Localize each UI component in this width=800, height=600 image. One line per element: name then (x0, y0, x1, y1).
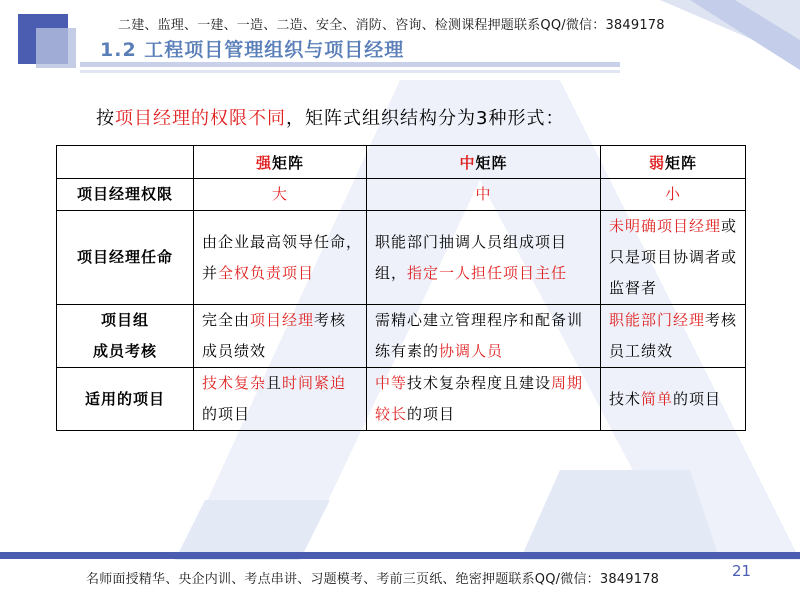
highlight-text: 职能部门经理 (609, 311, 706, 329)
cell-text: 由企业最高领导任命，并 (202, 232, 363, 282)
footer-promo-text: 名师面授精华、央企内训、考点串讲、习题模考、考前三页纸、绝密押题联系QQ/微信：3849178 (86, 572, 660, 587)
cell-text: 需精心建立管理程序和配备训练有素的 (375, 311, 584, 360)
highlight-text: 周期较长 (375, 374, 584, 423)
highlight-text: 项目经理 (250, 311, 315, 329)
table-cell (194, 179, 367, 211)
table-cell (601, 179, 746, 211)
cell-text: 技术复杂程度且建设 (407, 374, 552, 392)
cell-text: 技术 (609, 389, 642, 408)
row-member-assessment (57, 305, 746, 368)
row-header-line: 成员考核 (92, 342, 157, 360)
row-applicable-projects (57, 368, 746, 431)
table-cell (601, 305, 746, 368)
matrix-comparison-table (56, 145, 746, 431)
column-suffix: 矩阵 (665, 153, 698, 172)
cell-text: 考核员工绩效 (609, 311, 738, 360)
column-suffix: 矩阵 (272, 153, 305, 172)
subtitle-suffix: ，矩阵式组织结构分为3种形式： (286, 108, 565, 129)
cell-text: 的项目 (673, 389, 722, 408)
row-header: 项目经理权限 (57, 179, 194, 211)
table-cell (194, 305, 367, 368)
row-header-line: 项目组 (100, 311, 149, 329)
highlight-text: 时间紧迫 (282, 374, 347, 392)
column-suffix: 矩阵 (475, 153, 508, 172)
table-cell (601, 368, 746, 431)
cell-text: 且 (266, 374, 283, 392)
cell-text: 的项目 (202, 405, 251, 423)
footer-bar (0, 552, 800, 559)
cell-text: 完全由 (202, 311, 251, 329)
row-header: 项目经理任命 (57, 211, 194, 305)
slide-title: 1.2 工程项目管理组织与项目经理 (100, 39, 405, 61)
table-cell (194, 211, 367, 305)
highlight-text: 中 (475, 185, 492, 203)
column-header-medium (367, 146, 601, 179)
highlight-text: 协调人员 (439, 342, 504, 360)
table-cell (367, 179, 601, 211)
cell-text: 职能部门抽调人员组成项目组， (375, 232, 568, 282)
highlight-text: 全权负责项目 (218, 263, 315, 282)
row-header: 适用的项目 (57, 368, 194, 431)
column-header-strong (194, 146, 367, 179)
row-pm-appointment (57, 211, 746, 305)
page-number: 21 (732, 562, 752, 580)
subtitle (96, 104, 564, 130)
column-prefix: 强 (255, 153, 272, 172)
cell-text: 或只是项目协调者或监督者 (609, 217, 738, 297)
column-prefix: 中 (459, 153, 476, 172)
cell-text: 的项目 (407, 405, 456, 423)
subtitle-highlight: 项目经理的权限不同 (115, 108, 286, 129)
highlight-text: 未明确项目经理 (609, 217, 722, 235)
header-promo-text: 二建、监理、一建、一造、二造、安全、消防、咨询、检测课程押题联系QQ/微信：3849178 (118, 18, 665, 33)
column-header-weak (601, 146, 746, 179)
table-corner-cell (57, 146, 194, 179)
table-cell (367, 368, 601, 431)
row-header (57, 305, 194, 368)
highlight-text: 大 (271, 185, 288, 203)
highlight-text: 中等 (375, 374, 408, 392)
highlight-text: 简单 (641, 389, 674, 408)
table-cell (194, 368, 367, 431)
highlight-text: 小 (664, 185, 681, 203)
subtitle-prefix: 按 (96, 108, 115, 129)
column-prefix: 弱 (648, 153, 665, 172)
highlight-text: 指定一人担任项目主任 (407, 263, 568, 282)
table-cell (367, 211, 601, 305)
row-pm-authority (57, 179, 746, 211)
table-cell (367, 305, 601, 368)
highlight-text: 技术复杂 (202, 374, 267, 392)
cell-text: 考核成员绩效 (202, 311, 347, 360)
table-cell (601, 211, 746, 305)
table-header-row (57, 146, 746, 179)
